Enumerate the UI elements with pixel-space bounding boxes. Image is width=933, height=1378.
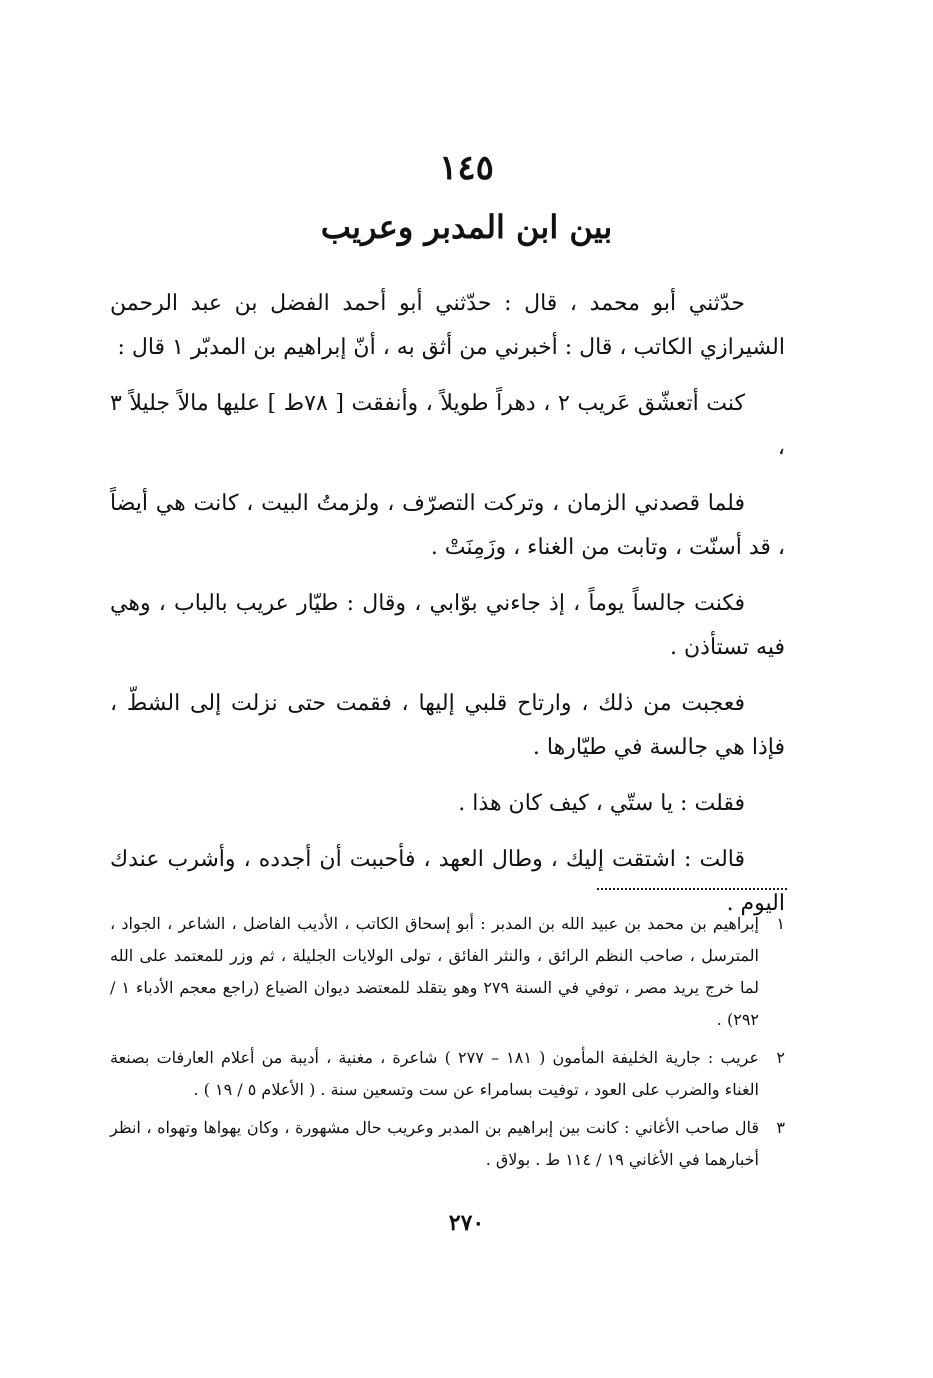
paragraph: حدّثني أبو محمد ، قال : حدّثني أبو أحمد الفضل بن عبد الرحمن الشيرازي الكاتب ، قال : أخبرني من أثق به ، أنّ إبراهيم بن المدبّر ١ قال : (110, 291, 785, 360)
page-number: ٢٧٠ (448, 1210, 485, 1236)
section-title: بين ابن المدبر وعريب (320, 208, 613, 246)
paragraph: قالت : اشتقت إليك ، وطال العهد ، فأحببت أن أجدده ، وأشرب عندك اليوم . (110, 847, 785, 916)
footnotes (110, 908, 785, 1182)
footnote-number: ٣ (776, 1118, 785, 1137)
paragraph: كنت أتعشّق عَريب ٢ ، دهراً طويلاً ، وأنفقت [ ٧٨ط ] عليها مالاً جليلاً ٣ ، (110, 391, 785, 460)
paragraph: فلما قصدني الزمان ، وتركت التصرّف ، ولزمتُ البيت ، كانت هي أيضاً ، قد أسنّت ، وتابت من الغناء ، وزَمِنَتْ . (110, 491, 785, 560)
footnote (110, 1112, 785, 1176)
footnote-text: عريب : جارية الخليفة المأمون ( ١٨١ – ٢٧٧ ) شاعرة ، مغنية ، أديبة من أعلام العارفات بصنعة الغناء والضرب على العود ، توفيت بسامراء عن ست وتسعين سنة . ( الأعلام ٥ / ١٩ ) . (110, 1048, 760, 1099)
footnote (110, 908, 785, 1036)
footnote-text: قال صاحب الأغاني : كانت بين إبراهيم بن المدبر وعريب حال مشهورة ، وكان يهواها وتهواه ، انظر أخبارهما في الأغاني ١٩ / ١١٤ ط . بولاق . (110, 1118, 759, 1169)
paragraph: فعجبت من ذلك ، وارتاح قلبي إليها ، فقمت حتى نزلت إلى الشطّ ، فإذا هي جالسة في طيّارها . (110, 691, 785, 760)
footnote-separator (597, 888, 787, 890)
footnote (110, 1042, 785, 1106)
paragraph: فقلت : يا ستّي ، كيف كان هذا . (458, 791, 745, 816)
footnote-text: إبراهيم بن محمد بن عبيد الله بن المدبر : أبو إسحاق الكاتب ، الأديب الفاضل ، الشاعر ، الجواد ، المترسل ، صاحب النظم الرائق ، والنثر الفائق ، تولى الولايات الجليلة ، ثم وزر للمعتمد على الله لما خرج يريد مصر ، توفي في السنة ٢٧٩ وهو يتقلد للمعتضد ديوان الضياع (راجع معجم الأدباء ١ / ٢٩٢) . (110, 914, 760, 1029)
paragraph: فكنت جالساً يوماً ، إذ جاءني بوّابي ، وقال : طيّار عريب بالباب ، وهي فيه تستأذن . (110, 591, 785, 660)
section-number: ١٤٥ (439, 148, 494, 188)
main-text (110, 282, 785, 938)
footnote-number: ٢ (776, 1048, 785, 1067)
footnote-number: ١ (776, 914, 785, 933)
